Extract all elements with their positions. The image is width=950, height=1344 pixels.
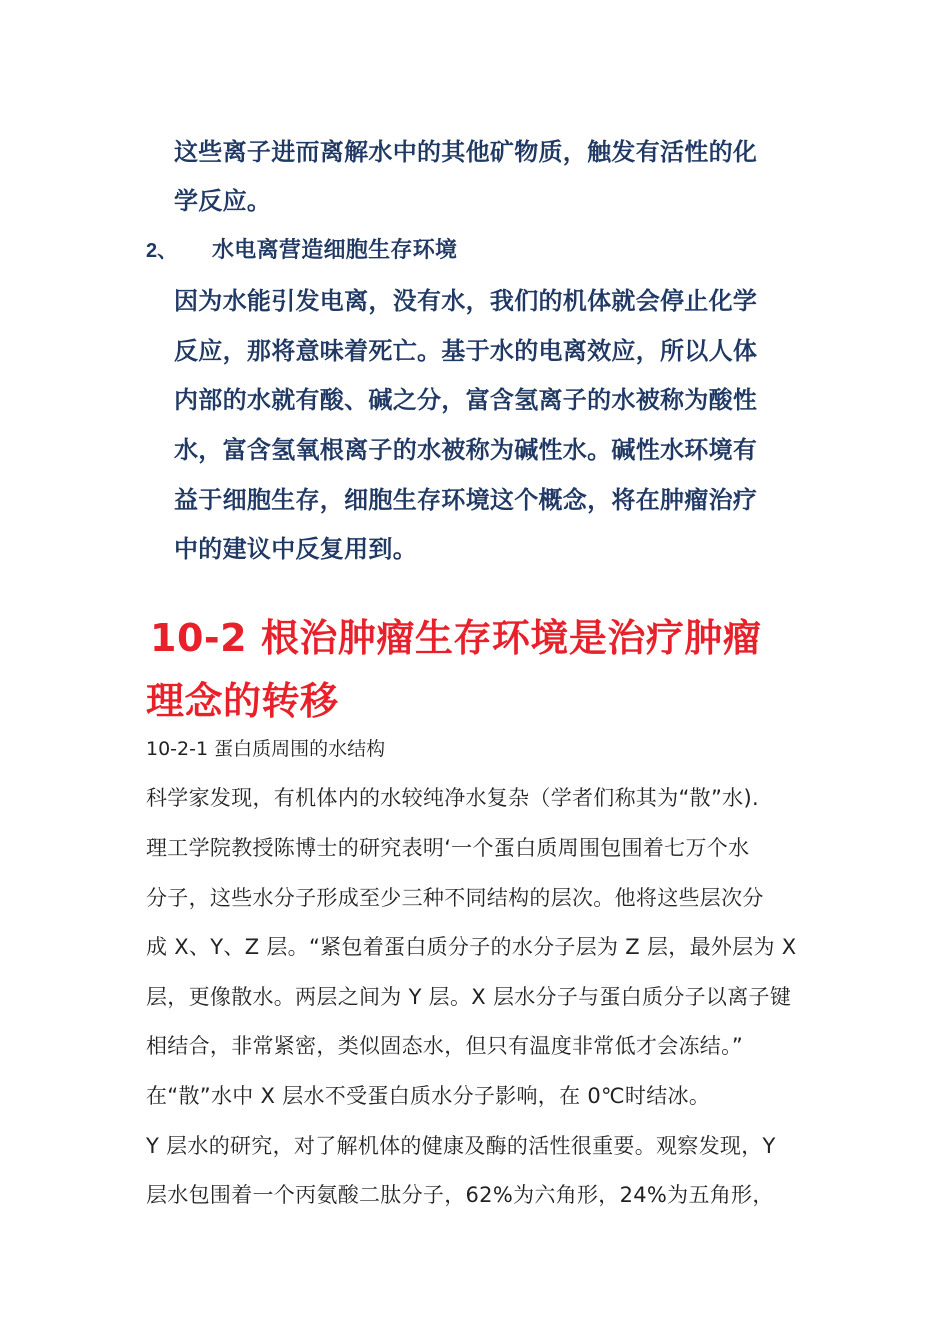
- body-line-1: 科学家发现，有机体内的水较纯净水复杂（学者们称其为“散”水).: [146, 786, 759, 810]
- body-line-3: 分子，这些水分子形成至少三种不同结构的层次。他将这些层次分: [146, 886, 764, 910]
- section-line-2: 反应，那将意味着死亡。基于水的电离效应，所以人体: [174, 337, 758, 365]
- body-line-4: 成 X、Y、Z 层。“紧包着蛋白质分子的水分子层为 Z 层，最外层为 X: [146, 935, 797, 959]
- body-line-9: 层水包围着一个丙氨酸二肽分子，62%为六角形，24%为五角形，: [146, 1183, 774, 1207]
- intro-line-2: 学反应。: [174, 187, 272, 215]
- section-title: 水电离营造细胞生存环境: [212, 238, 458, 263]
- body-line-7: 在“散”水中 X 层水不受蛋白质水分子影响，在 0℃时结冰。: [146, 1084, 711, 1108]
- section-line-5: 益于细胞生存，细胞生存环境这个概念，将在肿瘤治疗: [174, 486, 758, 514]
- section-line-4: 水，富含氢氧根离子的水被称为碱性水。碱性水环境有: [174, 436, 758, 464]
- heading-line-2: 理念的转移: [146, 679, 339, 723]
- heading-line-1: 10-2 根治肿瘤生存环境是治疗肿瘤: [150, 616, 762, 660]
- intro-line-1: 这些离子进而离解水中的其他矿物质，触发有活性的化: [174, 138, 758, 166]
- section-number: 2、: [146, 240, 178, 262]
- body-line-5: 层，更像散水。两层之间为 Y 层。X 层水分子与蛋白质分子以离子键: [146, 985, 792, 1009]
- section-line-6: 中的建议中反复用到。: [174, 535, 417, 563]
- body-line-8: Y 层水的研究，对了解机体的健康及酶的活性很重要。观察发现，Y: [146, 1134, 776, 1158]
- section-line-3: 内部的水就有酸、碱之分，富含氢离子的水被称为酸性: [174, 386, 758, 414]
- subheading: 10-2-1 蛋白质周围的水结构: [146, 738, 386, 760]
- body-line-2: 理工学院教授陈博士的研究表明‘一个蛋白质周围包围着七万个水: [146, 836, 750, 860]
- body-line-6: 相结合，非常紧密，类似固态水，但只有温度非常低才会冻结。”: [146, 1034, 744, 1058]
- section-line-1: 因为水能引发电离，没有水，我们的机体就会停止化学: [174, 287, 758, 315]
